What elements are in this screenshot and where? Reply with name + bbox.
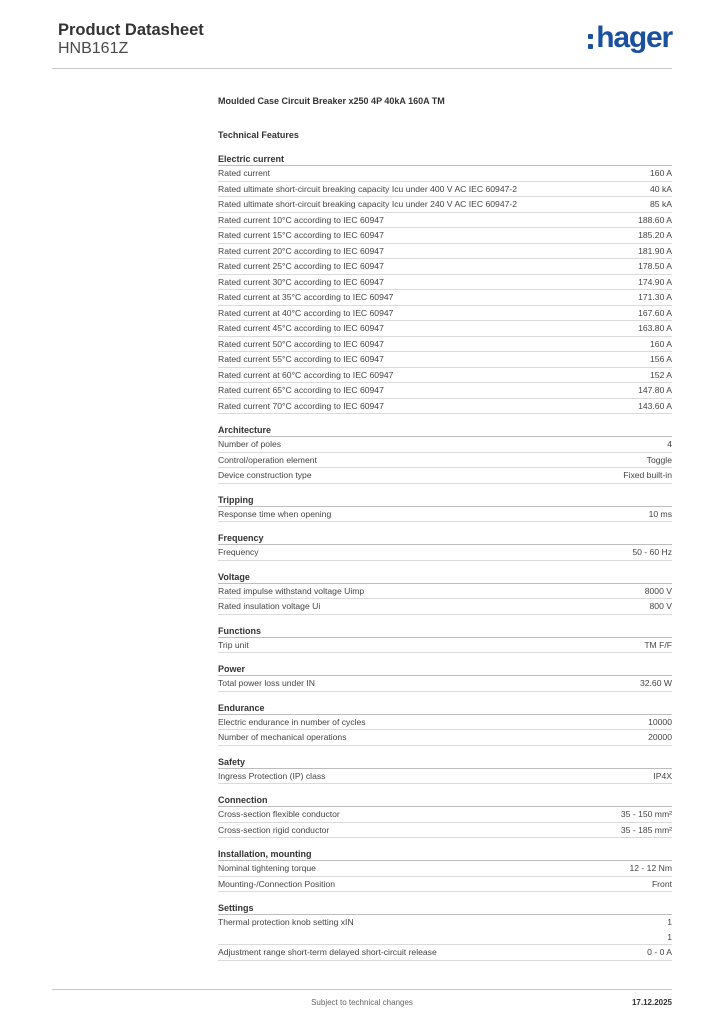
spec-row	[218, 228, 672, 244]
spec-row	[218, 599, 672, 615]
section-connection	[218, 794, 672, 838]
spec-value: 20000	[648, 732, 672, 742]
spec-value: 800 V	[649, 601, 672, 611]
spec-value: 8000 V	[644, 585, 672, 596]
spec-row	[218, 399, 672, 415]
page-header	[58, 20, 672, 70]
footer-divider	[52, 989, 672, 990]
datasheet-content	[218, 94, 672, 971]
feature-sections	[218, 153, 672, 961]
spec-value: 85 kA	[650, 199, 672, 209]
spec-label: Mounting-/Connection Position	[218, 878, 336, 889]
section-title: Functions	[218, 625, 672, 638]
spec-row	[218, 915, 672, 945]
section-safety	[218, 756, 672, 785]
section-title: Installation, mounting	[218, 848, 672, 861]
section-voltage	[218, 571, 672, 615]
spec-row	[218, 275, 672, 291]
spec-label: Rated current 50°C according to IEC 60947	[218, 338, 384, 349]
spec-value: 163.80 A	[638, 323, 672, 333]
spec-row	[218, 945, 672, 961]
spec-value: 152 A	[650, 369, 672, 380]
spec-row	[218, 244, 672, 260]
spec-row	[218, 453, 672, 469]
spec-label: Thermal protection knob setting xIN	[218, 917, 354, 927]
spec-label: Adjustment range short-term delayed short-circuit release	[218, 947, 437, 957]
spec-label: Rated current 25°C according to IEC 60947	[218, 261, 384, 271]
spec-row	[218, 715, 672, 731]
spec-label: Rated current 15°C according to IEC 60947	[218, 230, 384, 240]
spec-label: Rated current 45°C according to IEC 60947	[218, 323, 384, 333]
spec-value: 167.60 A	[638, 307, 672, 318]
spec-value: IP4X	[653, 770, 672, 781]
spec-row	[218, 352, 672, 368]
spec-value: 10000	[648, 716, 672, 727]
spec-row	[218, 823, 672, 839]
section-endurance	[218, 702, 672, 746]
footer-note: Subject to technical changes	[311, 998, 413, 1007]
spec-label: Device construction type	[218, 470, 312, 480]
spec-row	[218, 166, 672, 182]
spec-value: 35 - 185 mm²	[620, 824, 672, 835]
spec-row	[218, 437, 672, 453]
product-name: Moulded Case Circuit Breaker x250 4P 40kA 160A TM	[218, 96, 445, 106]
spec-row	[218, 861, 672, 877]
spec-row	[218, 638, 672, 654]
spec-value: 160 A	[650, 338, 672, 349]
spec-label: Cross-section flexible conductor	[218, 809, 340, 819]
section-functions	[218, 625, 672, 654]
hager-logo	[588, 20, 672, 56]
spec-row	[218, 807, 672, 823]
technical-features-title: Technical Features	[218, 130, 299, 140]
document-title: Product Datasheet	[58, 21, 204, 39]
spec-values	[667, 915, 672, 944]
spec-value: 50 - 60 Hz	[632, 547, 672, 557]
spec-value: 1	[667, 917, 672, 927]
spec-row	[218, 259, 672, 275]
spec-value: 0 - 0 A	[647, 947, 672, 957]
spec-label: Rated current at 35°C according to IEC 60947	[218, 292, 394, 302]
spec-row	[218, 213, 672, 229]
section-title: Connection	[218, 794, 672, 807]
spec-value: 1	[667, 931, 672, 942]
spec-row	[218, 337, 672, 353]
spec-label: Rated current	[218, 168, 271, 178]
spec-row	[218, 584, 672, 600]
spec-row	[218, 383, 672, 399]
spec-row	[218, 321, 672, 337]
spec-value: 32.60 W	[639, 678, 672, 688]
spec-label: Rated insulation voltage Ui	[218, 601, 321, 611]
section-title: Architecture	[218, 424, 672, 437]
spec-label: Response time when opening	[218, 508, 332, 519]
section-title: Frequency	[218, 532, 672, 545]
section-installation-mounting	[218, 848, 672, 892]
spec-label: Total power loss under IN	[218, 678, 315, 688]
spec-row	[218, 769, 672, 785]
logo-dots-icon	[588, 34, 593, 49]
spec-label: Rated current 20°C according to IEC 60947	[218, 245, 384, 256]
spec-value: 143.60 A	[638, 400, 672, 411]
spec-value: 174.90 A	[638, 276, 672, 287]
spec-value: 181.90 A	[638, 245, 672, 256]
spec-row	[218, 182, 672, 198]
spec-label: Number of mechanical operations	[218, 732, 347, 742]
spec-value: 35 - 150 mm²	[620, 809, 672, 819]
spec-value: 10 ms	[648, 508, 672, 519]
spec-label: Rated current 65°C according to IEC 60947	[218, 385, 384, 395]
section-title: Voltage	[218, 571, 672, 584]
spec-label: Rated ultimate short-circuit breaking capacity Icu under 400 V AC IEC 60947-2	[218, 183, 518, 194]
logo-wordmark: hager	[596, 21, 672, 54]
spec-value: 188.60 A	[638, 214, 672, 225]
section-title: Endurance	[218, 702, 672, 715]
spec-label: Cross-section rigid conductor	[218, 824, 330, 835]
spec-label: Rated current 10°C according to IEC 60947	[218, 214, 384, 225]
spec-label: Trip unit	[218, 639, 249, 650]
spec-value: 147.80 A	[638, 385, 672, 395]
spec-value: 171.30 A	[638, 292, 672, 302]
spec-row	[218, 877, 672, 893]
spec-value: 12 - 12 Nm	[629, 863, 672, 873]
spec-label: Rated current 30°C according to IEC 60947	[218, 276, 384, 287]
spec-label: Number of poles	[218, 439, 282, 449]
section-power	[218, 663, 672, 692]
spec-label: Rated current 55°C according to IEC 60947	[218, 354, 384, 364]
spec-value: 156 A	[650, 354, 672, 364]
section-frequency	[218, 532, 672, 561]
spec-label: Rated current at 60°C according to IEC 60947	[218, 369, 394, 380]
spec-value: 185.20 A	[638, 230, 672, 240]
spec-row	[218, 306, 672, 322]
spec-row	[218, 676, 672, 692]
spec-label: Frequency	[218, 547, 259, 557]
spec-value: Fixed built-in	[623, 470, 672, 480]
section-title: Power	[218, 663, 672, 676]
spec-label: Control/operation element	[218, 454, 317, 465]
spec-value: Front	[651, 878, 672, 889]
product-model: HNB161Z	[58, 40, 129, 57]
footer-date: 17.12.2025	[631, 998, 672, 1007]
section-title: Tripping	[218, 494, 672, 507]
spec-label: Nominal tightening torque	[218, 863, 316, 873]
section-architecture	[218, 424, 672, 484]
spec-label: Electric endurance in number of cycles	[218, 716, 366, 727]
section-settings	[218, 902, 672, 961]
spec-row	[218, 468, 672, 484]
spec-value: TM F/F	[644, 639, 672, 650]
section-title: Settings	[218, 902, 672, 915]
section-title: Electric current	[218, 153, 672, 166]
section-electric-current	[218, 153, 672, 414]
spec-value: 4	[667, 439, 672, 449]
spec-row	[218, 368, 672, 384]
spec-value: 160 A	[650, 168, 672, 178]
spec-label: Ingress Protection (IP) class	[218, 770, 326, 781]
spec-label: Rated ultimate short-circuit breaking capacity Icu under 240 V AC IEC 60947-2	[218, 199, 518, 209]
spec-label: Rated current 70°C according to IEC 60947	[218, 400, 384, 411]
section-tripping	[218, 494, 672, 523]
spec-label: Rated current at 40°C according to IEC 60947	[218, 307, 394, 318]
spec-value: 40 kA	[650, 183, 672, 194]
spec-value: 178.50 A	[638, 261, 672, 271]
spec-value: Toggle	[646, 454, 672, 465]
header-divider	[52, 68, 672, 69]
spec-row	[218, 545, 672, 561]
spec-row	[218, 730, 672, 746]
spec-label: Rated impulse withstand voltage Uimp	[218, 585, 365, 596]
spec-row	[218, 290, 672, 306]
spec-row	[218, 507, 672, 523]
spec-row	[218, 197, 672, 213]
section-title: Safety	[218, 756, 672, 769]
